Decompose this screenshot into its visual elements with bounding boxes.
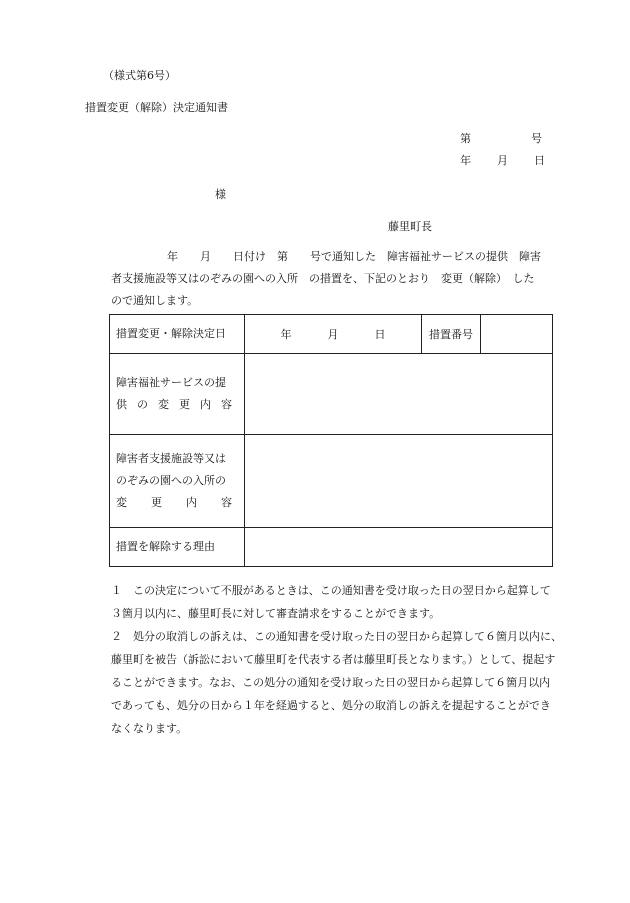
label-char: 容 [221, 398, 232, 411]
decision-date-field[interactable] [245, 315, 422, 354]
facility-change-label-line-1: 障害者支援施設等又は [116, 452, 226, 465]
note-1-line-2: ３箇月以内に、藤里町長に対して審査請求をすることができます。 [111, 607, 441, 620]
notes [111, 579, 571, 740]
facility-change-label [110, 435, 245, 528]
label-char: 変 [158, 398, 169, 411]
decision-table [109, 314, 553, 567]
date-year: 年 [460, 154, 471, 167]
body-line-3: ので通知します。 [111, 294, 199, 307]
body-line-1: 年 月 日付け 第 号で通知した 障害福祉サービスの提供 障害 [167, 250, 541, 263]
reference-number [460, 130, 542, 146]
decision-date-day: 日 [374, 328, 386, 341]
note-2-line-3: ることができます。なお、この処分の通知を受け取った日の翌日から起算して６箇月以内 [111, 676, 551, 689]
document-title: 措置変更（解除）決定通知書 [85, 101, 228, 114]
note-2-line-5: なくなります。 [111, 722, 188, 735]
service-change-label [110, 354, 245, 435]
decision-date-month: 月 [327, 328, 339, 341]
note-2-line-2: 藤里町を被告（訴訟において藤里町を代表する者は藤里町長となります。）として、提起す [111, 653, 556, 666]
service-change-field[interactable] [245, 354, 553, 435]
number-suffix: 号 [531, 132, 542, 145]
cancel-reason-field[interactable] [245, 528, 553, 567]
body-line-2: 者支援施設等又はのぞみの園への入所 の措置を、下記のとおり 変更（解除） した [111, 272, 535, 285]
label-char: 変 [116, 496, 127, 509]
form-number: （様式第6号） [103, 69, 176, 82]
reference-date [460, 152, 545, 168]
date-month: 月 [497, 154, 508, 167]
note-1-line-1: １ この決定について不服があるときは、この通知書を受け取った日の翌日から起算して [111, 584, 551, 597]
service-change-label-line-2 [116, 394, 232, 416]
facility-change-label-line-3 [116, 492, 232, 514]
measure-number-label: 措置番号 [422, 315, 481, 354]
label-char: 容 [221, 496, 232, 509]
measure-number-field[interactable] [481, 315, 553, 354]
decision-date-year: 年 [280, 328, 292, 341]
decision-date-label: 措置変更・解除決定日 [110, 315, 245, 354]
date-day: 日 [534, 154, 545, 167]
issuer: 藤里町長 [388, 220, 432, 233]
note-2-line-1: ２ 処分の取消しの訴えは、この通知書を受け取った日の翌日から起算して６箇月以内に、 [111, 630, 562, 643]
label-char: 供 [116, 398, 127, 411]
addressee: 様 [215, 188, 226, 201]
label-char: 内 [186, 496, 197, 509]
facility-change-field[interactable] [245, 435, 553, 528]
number-prefix: 第 [460, 132, 471, 145]
label-char: 内 [200, 398, 211, 411]
notification-body [111, 246, 571, 312]
cancel-reason-label: 措置を解除する理由 [110, 528, 245, 567]
note-2-line-4: であっても、処分の日から１年を経過すると、処分の取消しの訴えを提起することができ [111, 699, 551, 712]
label-char: 更 [179, 398, 190, 411]
service-change-label-line-1: 障害福祉サービスの提 [116, 376, 226, 389]
label-char: 更 [151, 496, 162, 509]
facility-change-label-line-2: のぞみの園への入所の [116, 474, 226, 487]
label-char: の [137, 398, 148, 411]
